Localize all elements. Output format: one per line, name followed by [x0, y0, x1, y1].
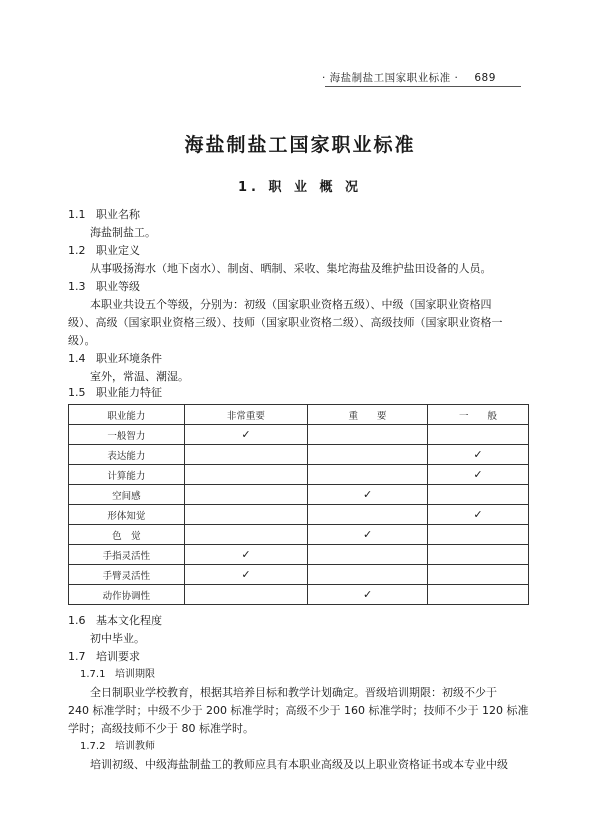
section-1-5-heading	[68, 386, 162, 400]
importance-cell	[308, 445, 428, 465]
section-number: 1.3	[68, 280, 86, 293]
importance-cell	[427, 585, 528, 605]
importance-cell	[184, 485, 307, 505]
importance-cell	[184, 585, 307, 605]
importance-cell	[427, 545, 528, 565]
importance-cell	[184, 425, 307, 445]
section-1-4-body: 室外，常温、潮湿。	[90, 370, 189, 383]
table-header: 一 般	[427, 405, 528, 425]
table-row	[69, 525, 529, 545]
table-row	[69, 505, 529, 525]
section-number: 1.2	[68, 244, 86, 257]
section-number: 1.6	[68, 614, 86, 627]
importance-cell	[184, 545, 307, 565]
section-1-7-1-heading	[80, 668, 155, 682]
importance-cell	[308, 485, 428, 505]
check-mark-icon: ✓	[362, 488, 373, 501]
section-title: 培训教师	[115, 741, 155, 752]
importance-cell	[184, 505, 307, 525]
section-title: 职业定义	[96, 244, 140, 257]
section-1-7-1-body-line3: 学时；高级技师不少于 80 标准学时。	[68, 722, 254, 735]
importance-cell	[184, 525, 307, 545]
importance-cell	[308, 565, 428, 585]
table-row	[69, 585, 529, 605]
check-mark-icon: ✓	[241, 428, 251, 441]
importance-cell	[308, 465, 428, 485]
section-1-4-heading	[68, 352, 162, 366]
section-title: 培训要求	[96, 650, 140, 663]
check-mark-icon: ✓	[473, 508, 483, 521]
ability-table	[68, 404, 529, 605]
table-row	[69, 545, 529, 565]
table-row	[69, 565, 529, 585]
importance-cell	[308, 545, 428, 565]
importance-cell	[184, 565, 307, 585]
section-title: 职业能力特征	[96, 386, 162, 399]
importance-cell	[427, 465, 528, 485]
importance-cell	[308, 525, 428, 545]
importance-cell	[427, 445, 528, 465]
table-row	[69, 445, 529, 465]
importance-cell	[427, 505, 528, 525]
document-title: 海盐制盐工国家职业标准	[184, 134, 416, 156]
table-header: 职业能力	[69, 405, 185, 425]
ability-label: 计算能力	[69, 465, 185, 485]
check-mark-icon: ✓	[241, 548, 251, 561]
importance-cell	[308, 585, 428, 605]
section-1-7-2-body-line1: 培训初级、中级海盐制盐工的教师应具有本职业高级及以上职业资格证书或本专业中级	[90, 758, 508, 771]
importance-cell	[427, 485, 528, 505]
ability-label: 一般智力	[69, 425, 185, 445]
chapter-heading: 1. 职 业 概 况	[237, 180, 363, 195]
importance-cell	[427, 565, 528, 585]
table-row	[69, 465, 529, 485]
section-number: 1.7.2	[80, 741, 106, 752]
ability-label: 动作协调性	[69, 585, 185, 605]
importance-cell	[308, 425, 428, 445]
section-1-3-body-line3: 级）。	[68, 334, 96, 347]
importance-cell	[308, 505, 428, 525]
running-header	[322, 70, 518, 85]
section-title: 培训期限	[115, 669, 155, 680]
check-mark-icon: ✓	[241, 568, 251, 581]
section-number: 1.7	[68, 650, 86, 663]
section-1-6-heading	[68, 614, 162, 628]
section-1-2-heading	[68, 244, 140, 258]
check-mark-icon: ✓	[473, 448, 483, 461]
importance-cell	[427, 525, 528, 545]
table-header: 重 要	[308, 405, 428, 425]
section-1-7-1-body-line1: 全日制职业学校教育，根据其培养目标和教学计划确定。晋级培训期限：初级不少于	[90, 686, 497, 699]
table-row	[69, 485, 529, 505]
table-header-row	[69, 405, 529, 425]
header-title: · 海盐制盐工国家职业标准 ·	[322, 72, 459, 84]
ability-label: 表达能力	[69, 445, 185, 465]
section-1-7-heading	[68, 650, 140, 664]
ability-label: 手指灵活性	[69, 545, 185, 565]
table-row	[69, 425, 529, 445]
check-mark-icon: ✓	[362, 588, 373, 601]
section-1-2-body: 从事吸扬海水（地下卤水）、制卤、晒制、采收、集坨海盐及维护盐田设备的人员。	[90, 262, 492, 275]
section-1-1-body: 海盐制盐工。	[90, 226, 156, 239]
page-number: 689	[474, 72, 496, 84]
header-rule	[325, 86, 521, 87]
section-1-6-body: 初中毕业。	[90, 632, 145, 645]
section-number: 1.4	[68, 352, 86, 365]
importance-cell	[427, 425, 528, 445]
section-1-7-1-body-line2: 240 标准学时；中级不少于 200 标准学时；高级不少于 160 标准学时；技师不少于 120 标准	[68, 704, 529, 717]
table-header: 非常重要	[184, 405, 307, 425]
ability-label: 手臂灵活性	[69, 565, 185, 585]
section-title: 职业名称	[96, 208, 140, 221]
section-1-7-2-heading	[80, 740, 155, 754]
importance-cell	[184, 445, 307, 465]
section-1-1-heading	[68, 208, 140, 222]
ability-label: 形体知觉	[69, 505, 185, 525]
section-1-3-body-line2: 级）、高级（国家职业资格三级）、技师（国家职业资格二级）、高级技师（国家职业资格一	[68, 316, 503, 329]
check-mark-icon: ✓	[362, 528, 373, 541]
ability-label: 空间感	[69, 485, 185, 505]
section-title: 基本文化程度	[96, 614, 162, 627]
section-1-3-body-line1: 本职业共设五个等级，分别为：初级（国家职业资格五级）、中级（国家职业资格四	[90, 298, 492, 311]
section-number: 1.5	[68, 386, 86, 399]
section-number: 1.7.1	[80, 669, 106, 680]
section-title: 职业等级	[96, 280, 140, 293]
importance-cell	[184, 465, 307, 485]
section-number: 1.1	[68, 208, 86, 221]
section-1-3-heading	[68, 280, 140, 294]
section-title: 职业环境条件	[96, 352, 162, 365]
ability-label: 色 觉	[69, 525, 185, 545]
check-mark-icon: ✓	[473, 468, 483, 481]
